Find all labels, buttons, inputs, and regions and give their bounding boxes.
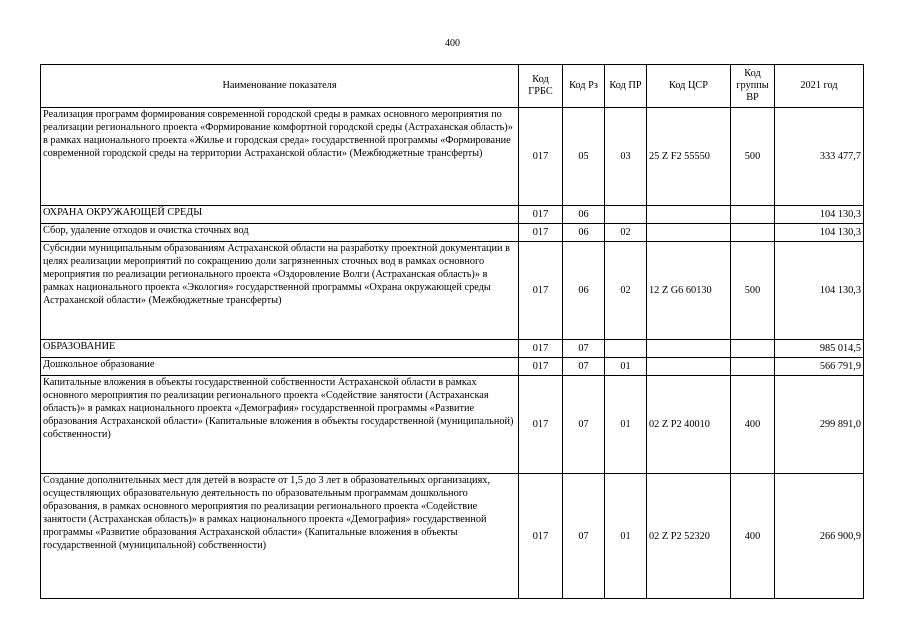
row-name: Дошкольное образование bbox=[41, 358, 519, 376]
table-row bbox=[41, 224, 864, 242]
row-amount: 104 130,3 bbox=[775, 242, 864, 340]
row-pr: 02 bbox=[605, 224, 647, 242]
row-vr: 500 bbox=[731, 108, 775, 206]
row-amount: 104 130,3 bbox=[775, 206, 864, 224]
row-amount: 104 130,3 bbox=[775, 224, 864, 242]
row-vr bbox=[731, 358, 775, 376]
row-pr: 01 bbox=[605, 358, 647, 376]
row-grbs: 017 bbox=[519, 340, 563, 358]
row-name: ОХРАНА ОКРУЖАЮЩЕЙ СРЕДЫ bbox=[41, 206, 519, 224]
row-vr bbox=[731, 224, 775, 242]
row-pr: 03 bbox=[605, 108, 647, 206]
header-row bbox=[41, 65, 864, 108]
row-csr: 02 Z P2 40010 bbox=[647, 376, 731, 474]
row-pr: 01 bbox=[605, 376, 647, 474]
row-csr bbox=[647, 340, 731, 358]
row-vr: 500 bbox=[731, 242, 775, 340]
row-name: Реализация программ формирования современной городской среды в рамках основного мероприятия по реализации регионального проекта «Формирование комфортной городской среды (Астраханская область)» в рамках национального проекта «Жилье и городская среда» государственной программы «Формирование современной городской среды на территории Астраханской области» (Межбюджетные трансферты) bbox=[41, 108, 519, 206]
row-csr bbox=[647, 206, 731, 224]
row-rz: 07 bbox=[563, 358, 605, 376]
header-name: Наименование показателя bbox=[41, 65, 519, 108]
header-csr: Код ЦСР bbox=[647, 65, 731, 108]
header-vr: Код группы ВР bbox=[731, 65, 775, 108]
row-vr bbox=[731, 206, 775, 224]
row-rz: 07 bbox=[563, 340, 605, 358]
row-pr bbox=[605, 206, 647, 224]
header-rz: Код Рз bbox=[563, 65, 605, 108]
row-amount: 985 014,5 bbox=[775, 340, 864, 358]
row-rz: 05 bbox=[563, 108, 605, 206]
table-row bbox=[41, 376, 864, 474]
row-grbs: 017 bbox=[519, 224, 563, 242]
header-grbs: Код ГРБС bbox=[519, 65, 563, 108]
table-row bbox=[41, 340, 864, 358]
row-vr: 400 bbox=[731, 376, 775, 474]
row-csr bbox=[647, 358, 731, 376]
table-row bbox=[41, 358, 864, 376]
header-pr: Код ПР bbox=[605, 65, 647, 108]
page-number: 400 bbox=[445, 38, 460, 49]
table-row bbox=[41, 206, 864, 224]
budget-table bbox=[40, 64, 864, 599]
row-grbs: 017 bbox=[519, 108, 563, 206]
row-name: Капитальные вложения в объекты государственной собственности Астраханской области в рамках основного мероприятия по реализации регионального проекта «Содействие занятости (Астраханская область)» в рамках национального проекта «Демография» государственной программы «Развитие образования Астраханской области» (Капитальные вложения в объекты государственной (муниципальной) собственности) bbox=[41, 376, 519, 474]
row-grbs: 017 bbox=[519, 474, 563, 599]
row-grbs: 017 bbox=[519, 206, 563, 224]
header-year: 2021 год bbox=[775, 65, 864, 108]
row-name: Сбор, удаление отходов и очистка сточных вод bbox=[41, 224, 519, 242]
row-name: Субсидии муниципальным образованиям Астраханской области на разработку проектной документации в целях реализации мероприятий по сокращению доли загрязненных сточных вод в рамках основного мероприятия по реализации регионального проекта «Оздоровление Волги (Астраханская область)» в рамках национального проекта «Экология» государственной программы «Охрана окружающей среды Астраханской области» (Межбюджетные трансферты) bbox=[41, 242, 519, 340]
table-row bbox=[41, 108, 864, 206]
table-row bbox=[41, 474, 864, 599]
row-amount: 333 477,7 bbox=[775, 108, 864, 206]
row-grbs: 017 bbox=[519, 242, 563, 340]
row-amount: 566 791,9 bbox=[775, 358, 864, 376]
row-rz: 06 bbox=[563, 242, 605, 340]
row-name: Создание дополнительных мест для детей в возрасте от 1,5 до 3 лет в образовательных организациях, осуществляющих образовательную деятельность по образовательным программам дошкольного образования, в рамках основного мероприятия по реализации регионального проекта «Содействие занятости (Астраханская область)» в рамках национального проекта «Демография» государственной программы «Развитие образования Астраханской области» (Капитальные вложения в объекты государственной (муниципальной) собственности) bbox=[41, 474, 519, 599]
row-rz: 07 bbox=[563, 474, 605, 599]
row-csr: 25 Z F2 55550 bbox=[647, 108, 731, 206]
row-csr: 02 Z P2 52320 bbox=[647, 474, 731, 599]
row-csr bbox=[647, 224, 731, 242]
row-rz: 07 bbox=[563, 376, 605, 474]
row-amount: 266 900,9 bbox=[775, 474, 864, 599]
row-pr: 01 bbox=[605, 474, 647, 599]
table-row bbox=[41, 242, 864, 340]
row-vr: 400 bbox=[731, 474, 775, 599]
row-grbs: 017 bbox=[519, 376, 563, 474]
row-rz: 06 bbox=[563, 206, 605, 224]
row-amount: 299 891,0 bbox=[775, 376, 864, 474]
row-pr: 02 bbox=[605, 242, 647, 340]
row-vr bbox=[731, 340, 775, 358]
row-grbs: 017 bbox=[519, 358, 563, 376]
row-pr bbox=[605, 340, 647, 358]
row-csr: 12 Z G6 60130 bbox=[647, 242, 731, 340]
row-name: ОБРАЗОВАНИЕ bbox=[41, 340, 519, 358]
row-rz: 06 bbox=[563, 224, 605, 242]
